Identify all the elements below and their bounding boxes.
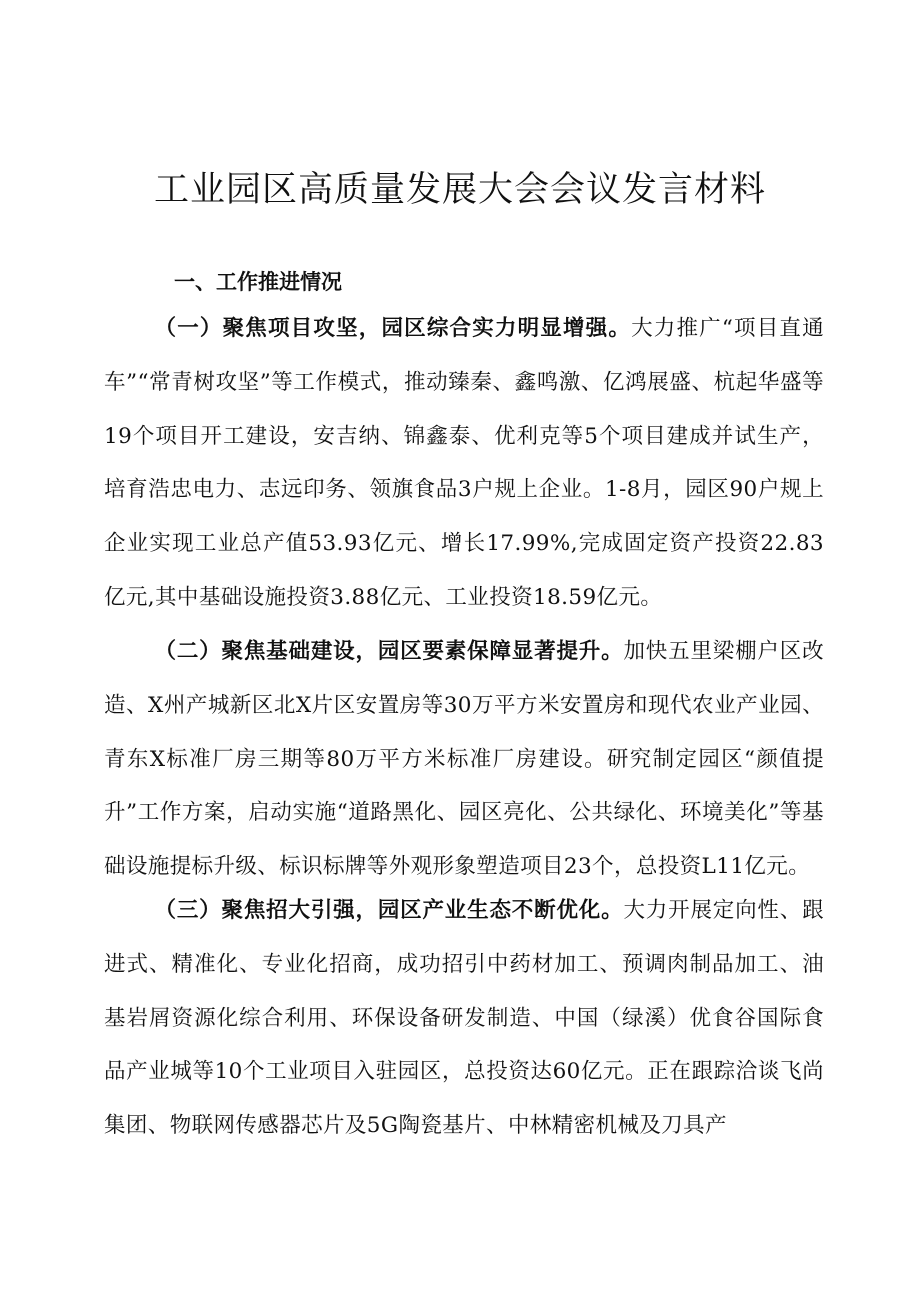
paragraph-3-lead: （三）聚焦招大引强，园区产业生态不断优化。 <box>154 898 624 923</box>
paragraph-3 <box>104 884 824 1153</box>
paragraph-2 <box>104 625 824 894</box>
paragraph-1-body: 大力推广“项目直通车”“常青树攻坚”等工作模式，推动臻秦、鑫鸣激、亿鸿展盛、杭起华盛等19个项目开工建设，安吉纳、锦鑫泰、优利克等5个项目建成并试生产，培育浩忠电力、志远印务、领旗食品3户规上企业。1-8月，园区90户规上企业实现工业总产值53.93亿元、增长17.99%,完成固定资产投资22.83亿元,其中基础设施投资3.88亿元、工业投资18.59亿元。 <box>104 316 824 610</box>
paragraph-3-body: 大力开展定向性、跟进式、精准化、专业化招商，成功招引中药材加工、预调肉制品加工、油基岩屑资源化综合利用、环保设备研发制造、中国（绿溪）优食谷国际食品产业城等10个工业项目入驻园区，总投资达60亿元。正在跟踪洽谈飞尚集团、物联网传感器芯片及5G陶瓷基片、中林精密机械及刀具产 <box>104 898 824 1139</box>
paragraph-2-body: 加快五里梁棚户区改造、X州产城新区北X片区安置房等30万平方米安置房和现代农业产业园、青东X标准厂房三期等80万平方米标准厂房建设。研究制定园区“颜值提升”工作方案，启动实施“道路黑化、园区亮化、公共绿化、环境美化”等基础设施提标升级、标识标牌等外观形象塑造项目23个，总投资L11亿元。 <box>104 639 824 880</box>
paragraph-1 <box>104 302 824 625</box>
paragraph-1-lead: （一）聚焦项目攻坚，园区综合实力明显增强。 <box>154 316 632 341</box>
paragraph-2-lead: （二）聚焦基础建设，园区要素保障显著提升。 <box>154 639 624 664</box>
document-title: 工业园区高质量发展大会会议发言材料 <box>153 170 766 210</box>
section-heading: 一、工作推进情况 <box>174 270 342 294</box>
